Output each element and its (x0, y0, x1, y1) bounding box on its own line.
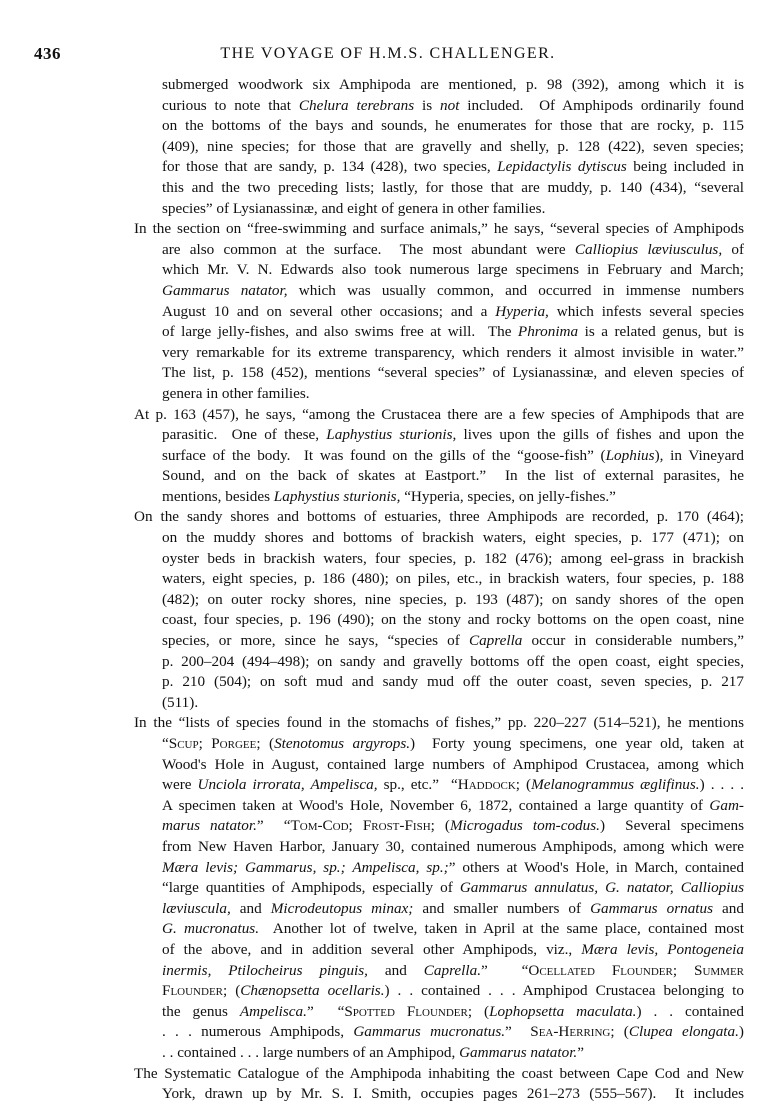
text-run: being included in (626, 158, 744, 176)
small-caps-text: Scup; Porgee; (168, 735, 261, 752)
italic-text: Microdeutopus minax; (270, 899, 414, 917)
text-line (0, 281, 744, 302)
italic-text: Lophius (605, 446, 655, 464)
text-run: were (162, 776, 198, 794)
text-run: On the sandy shores and bottoms of estuaries, three Amphipods are recorded, p. 170 (464); (134, 508, 744, 526)
text-run: for those that are sandy, p. 134 (428), two species, (162, 158, 498, 176)
text-line (0, 796, 744, 817)
text-line (0, 631, 744, 652)
text-run: ( (614, 1023, 629, 1041)
text-line (0, 302, 744, 323)
text-run: ) . . contained . . . Amphipod Crustacea belonging to (384, 982, 744, 1000)
text-run: coast, four species, p. 196 (490); on the stony and rocky bottoms on the open coast, nine (162, 611, 744, 629)
text-line (0, 466, 744, 487)
text-run: this and the two preceding lists; lastly, for those that are muddy, p. 140 (434), “several (162, 178, 744, 196)
text-run: is (414, 96, 440, 114)
italic-text: Gammarus ornatus (590, 899, 714, 917)
text-line (0, 219, 744, 240)
italic-text: Mæra levis, Pontogeneia (581, 940, 744, 958)
italic-text: Gam- (709, 796, 744, 814)
text-run: York, drawn up by Mr. S. I. Smith, occupies pages 261–273 (555–567). It includes (162, 1085, 744, 1103)
small-caps-text: Haddock; (457, 776, 521, 794)
text-run: (482); on outer rocky shores, nine species, p. 193 (487); on sandy shores of the open (162, 590, 744, 608)
text-line (0, 322, 744, 343)
text-run: p. 200–204 (494–498); on sandy and gravelly bottoms off the open coast, eight species, (162, 652, 744, 670)
text-run: oyster beds in brackish waters, four species, p. 182 (476); among eel-grass in brackish (162, 549, 744, 567)
text-run: and smaller numbers of (413, 899, 591, 917)
text-run: p. 210 (504); on soft mud and sandy mud off the outer coast, seven species, p. 217 (162, 673, 744, 691)
text-line (0, 652, 744, 673)
italic-text: Stenotomus argyrops. (274, 735, 411, 752)
text-line (0, 837, 744, 858)
text-run: from New Haven Harbor, January 30, contained numerous Amphipods, among which were (162, 837, 744, 855)
small-caps-text: Sea-Herring; (530, 1023, 615, 1041)
text-run: included. Of Amphipods ordinarily found (459, 96, 744, 114)
italic-text: Hyperia, (495, 302, 549, 320)
italic-text: Caprella (468, 632, 523, 650)
italic-text: Laphystius sturionis, (326, 426, 457, 444)
text-run: Sound, and on the back of skates at Eastport.” In the list of external parasites, he (162, 467, 744, 485)
text-run: species” of Lysianassinæ, and eight of genera in other families. (162, 199, 546, 217)
text-line (0, 343, 744, 364)
text-run: occur in considerable numbers,” (522, 632, 744, 650)
text-line (0, 528, 744, 549)
text-run: Wood's Hole in August, contained large numbers of Amphipod Crustacea, among which (162, 755, 744, 773)
text-line (0, 1043, 744, 1064)
text-run: which Mr. V. N. Edwards also took numerous large specimens in February and March; (162, 261, 744, 279)
text-run: waters, eight species, p. 186 (480); on piles, etc., in brackish waters, four species, p. 188 (162, 570, 744, 588)
paragraph-fish-stomachs (0, 713, 776, 1063)
paragraph-woodwork-continuation (0, 75, 776, 219)
italic-text: Phronima (517, 323, 579, 341)
text-run: ” (577, 1043, 584, 1061)
text-run: sp., etc.” “ (377, 776, 458, 794)
paragraph-sandy-shores (0, 507, 776, 713)
italic-text: Lophopsetta maculata. (489, 1002, 637, 1020)
paragraph-parasitic (0, 405, 776, 508)
text-run: of (722, 240, 744, 258)
text-run: ” (505, 1023, 531, 1041)
text-line (0, 446, 744, 467)
text-line (0, 755, 744, 776)
text-run: ” “ (256, 817, 291, 835)
text-run: ), in Vineyard (654, 446, 744, 464)
text-run: . . contained . . . large numbers of an Amphipod, (162, 1043, 460, 1061)
text-line (0, 405, 744, 426)
text-line (0, 1002, 744, 1023)
text-run: curious to note that (162, 96, 299, 114)
italic-text: not (440, 96, 460, 114)
text-line (0, 1084, 744, 1105)
italic-text: Gammarus natator, (162, 281, 288, 299)
text-run: very remarkable for its extreme transparency, which renders it almost invisible in water.” (162, 343, 744, 361)
text-run: ( (227, 982, 241, 1000)
italic-text: marus natator. (162, 817, 257, 835)
text-run: genera in other families. (162, 384, 310, 402)
text-run: The list, p. 158 (452), mentions “several species” of Lysianassinæ, and eleven species of (162, 364, 744, 382)
text-run: and (230, 899, 271, 917)
text-run: lives upon the gills of fishes and upon the (456, 426, 744, 444)
text-run: ( (434, 817, 450, 835)
running-header (0, 44, 776, 68)
italic-text: Unciola irrorata, Ampelisca, (197, 776, 378, 794)
text-line (0, 384, 744, 405)
text-run: ) . . contained (636, 1002, 744, 1020)
text-run: August 10 and on several other occasions; and a (162, 302, 496, 320)
text-run: ( (520, 776, 532, 794)
text-line (0, 75, 744, 96)
text-run: (511). (162, 693, 199, 711)
text-line (0, 1022, 744, 1043)
italic-text: Laphystius sturionis, (273, 487, 401, 505)
text-line (0, 672, 744, 693)
text-run: ) Forty young specimens, one year old, taken at (410, 735, 744, 752)
text-line (0, 116, 744, 137)
text-run: The Systematic Catalogue of the Amphipoda inhabiting the coast between Cape Cod and New (134, 1064, 744, 1082)
text-run: (409), nine species; for those that are gravelly and shelly, p. 128 (422), seven species; (162, 137, 744, 155)
text-line (0, 858, 744, 879)
text-run: ” “ (481, 961, 529, 979)
text-line (0, 693, 744, 714)
text-run: surface of the body. It was found on the gills of the “goose-fish” ( (162, 446, 606, 464)
small-caps-text: Tom-Cod; Frost-Fish; (290, 817, 435, 835)
italic-text: Chænopsetta ocellaris. (240, 982, 385, 1000)
text-line (0, 260, 744, 281)
text-line (0, 1064, 744, 1085)
italic-text: Gammarus natator. (459, 1043, 578, 1061)
text-line (0, 199, 744, 220)
text-run: ” “ (306, 1002, 345, 1020)
text-run: species, or more, since he says, “species of (162, 632, 469, 650)
body-text (0, 75, 776, 1105)
text-run: which infests several species (548, 302, 744, 320)
italic-text: Ampelisca. (239, 1002, 307, 1020)
text-run: ( (472, 1002, 490, 1020)
text-line (0, 240, 744, 261)
text-line (0, 816, 744, 837)
text-line (0, 487, 744, 508)
text-run: and (713, 899, 744, 917)
text-line (0, 878, 744, 899)
text-run: of the above, and in addition several other Amphipods, viz., (162, 940, 582, 958)
text-run: submerged woodwork six Amphipoda are mentioned, p. 98 (392), among which it is (162, 76, 744, 93)
text-line (0, 775, 744, 796)
text-run: parasitic. One of these, (162, 426, 327, 444)
italic-text: Gammarus mucronatus. (353, 1023, 506, 1041)
running-title: THE VOYAGE OF H.M.S. CHALLENGER. (220, 45, 556, 62)
text-run: ) Several specimens (599, 817, 744, 835)
italic-text: Clupea elongata. (628, 1023, 739, 1041)
text-line (0, 899, 744, 920)
text-run: is a related genus, but is (578, 323, 744, 341)
text-line (0, 569, 744, 590)
text-run: In the “lists of species found in the stomachs of fishes,” pp. 220–227 (514–521), he mentions (134, 714, 744, 732)
italic-text: Calliopius læviusculus, (574, 240, 723, 258)
italic-text: Chelura terebrans (298, 96, 415, 114)
text-line (0, 919, 744, 940)
text-run: “Hyperia, species, on jelly-fishes.” (400, 487, 616, 505)
text-run: which was usually common, and occurred in immense numbers (287, 281, 744, 299)
italic-text: Mæra levis; Gammarus, sp.; Ampelisca, sp.; (162, 858, 449, 876)
italic-text: Lepidactylis dytiscus (497, 158, 627, 176)
text-run: on the muddy shores and bottoms of brackish waters, eight species, p. 177 (471); on (162, 529, 744, 547)
text-run: “large quantities of Amphipods, especially of (162, 879, 460, 897)
text-run: At p. 163 (457), he says, “among the Crustacea there are a few species of Amphipods that are (134, 405, 744, 423)
text-run: ) (738, 1023, 744, 1041)
page-number: 436 (34, 44, 61, 63)
text-run: mentions, besides (162, 487, 274, 505)
text-line (0, 610, 744, 631)
text-line (0, 425, 744, 446)
text-run: A specimen taken at Wood's Hole, November 6, 1872, contained a large quantity of (162, 796, 710, 814)
text-line (0, 507, 744, 528)
text-line (0, 961, 744, 982)
text-run: . . . numerous Amphipods, (162, 1023, 354, 1041)
text-line (0, 940, 744, 961)
text-line (0, 96, 744, 117)
paragraph-systematic-catalogue (0, 1064, 776, 1105)
text-run: and (367, 961, 424, 979)
italic-text: Caprella. (423, 961, 482, 979)
small-caps-text: Flounder; (162, 982, 228, 1000)
text-run: the genus (162, 1002, 240, 1020)
italic-text: Microgadus tom-codus. (449, 817, 600, 835)
text-line (0, 178, 744, 199)
text-line (0, 363, 744, 384)
small-caps-text: Ocellated Flounder; Summer (528, 961, 744, 979)
italic-text: Melanogrammus æglifinus. (531, 776, 700, 794)
text-run: ” others at Wood's Hole, in March, contained (448, 858, 744, 876)
italic-text: G. mucronatus. (162, 920, 260, 938)
italic-text: læviuscula, (162, 899, 231, 917)
paragraph-free-swimming (0, 219, 776, 404)
italic-text: Gammarus annulatus, G. natator, Calliopius (459, 879, 744, 897)
italic-text: inermis, Ptilocheirus pinguis, (162, 961, 368, 979)
text-run: are also common at the surface. The most abundant were (162, 240, 575, 258)
text-line (0, 549, 744, 570)
text-line (0, 137, 744, 158)
text-line (0, 157, 744, 178)
text-line (0, 713, 744, 734)
text-run: ) . . . . (699, 776, 744, 794)
text-run: ( (260, 735, 275, 752)
text-run: In the section on “free-swimming and surface animals,” he says, “several species of Amphipods (134, 220, 744, 238)
text-line (0, 734, 744, 755)
text-line (0, 981, 744, 1002)
text-run: on the bottoms of the bays and sounds, he enumerates for those that are rocky, p. 115 (162, 117, 744, 135)
text-line (0, 590, 744, 611)
text-run: “ (162, 735, 169, 752)
text-run: of large jelly-fishes, and also swims free at will. The (162, 323, 518, 341)
text-run: Another lot of twelve, taken in April at the same place, contained most (259, 920, 744, 938)
small-caps-text: Spotted Flounder; (344, 1002, 473, 1020)
